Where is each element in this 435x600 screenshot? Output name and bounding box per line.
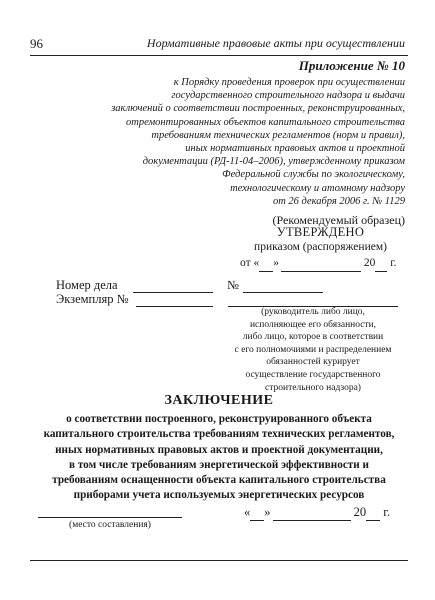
approval-year-field[interactable] xyxy=(375,255,387,272)
appendix-line: государственного строительного надзора и выдачи xyxy=(171,90,405,102)
appendix-line: иных нормативных правовых актов и проектной xyxy=(185,143,405,155)
case-number-label: Номер дела xyxy=(56,278,118,292)
conclusion-year-field[interactable] xyxy=(366,505,380,521)
signatory-note-line: исполняющее его обязанности, xyxy=(249,319,377,330)
conclusion-subtitle-line: капитального строительства требованиям технических регламентов, xyxy=(43,428,395,441)
signatory-note-line: осуществление государственного xyxy=(245,369,381,380)
conclusion-day-field[interactable] xyxy=(250,505,264,521)
appendix-line: документации (РД-11-04–2006), утвержденному приказом xyxy=(142,156,405,168)
conclusion-subtitle-line: приборами учета используемых энергетических ресурсов xyxy=(73,489,365,502)
place-of-compilation-caption: (место составления) xyxy=(69,520,151,530)
approval-year-prefix: 20 xyxy=(363,257,376,269)
signatory-note-line: с его полномочиями и распределением xyxy=(234,344,392,355)
copy-number-field[interactable] xyxy=(136,306,213,307)
approval-day-field[interactable] xyxy=(259,255,273,272)
page-number: 96 xyxy=(30,36,43,51)
conclusion-subtitle xyxy=(26,412,412,504)
approved-order-text: приказом (распоряжением) xyxy=(254,241,387,253)
approval-block xyxy=(238,225,403,272)
approval-month-field[interactable] xyxy=(281,255,361,272)
approved-title: УТВЕРЖДЕНО xyxy=(276,225,365,239)
recommended-sample-note: (Рекомендуемый образец) xyxy=(272,213,405,228)
appendix-line: требованиям технических регламентов (норм и правил), xyxy=(151,129,405,141)
appendix-block xyxy=(105,58,405,228)
conclusion-subtitle-line: в том числе требованиям энергетической эффективности и xyxy=(69,458,369,471)
conclusion-date-prefix: « xyxy=(244,505,251,519)
bottom-divider xyxy=(30,560,408,561)
running-title: Нормативные правовые акты при осуществлении xyxy=(146,36,405,50)
conclusion-year-suffix: г. xyxy=(383,505,391,519)
approval-year-suffix: г. xyxy=(390,257,397,269)
conclusion-title: ЗАКЛЮЧЕНИЕ xyxy=(164,393,274,408)
approval-date-mid: » xyxy=(273,257,279,269)
place-of-compilation-field[interactable] xyxy=(38,517,182,518)
conclusion-month-field[interactable] xyxy=(273,505,351,521)
appendix-title: Приложение № 10 xyxy=(298,58,405,73)
appendix-line: Федеральной службы по экологическому, xyxy=(222,169,405,181)
conclusion-date xyxy=(244,505,390,521)
appendix-line: от 26 декабря 2006 г. № 1129 xyxy=(272,195,405,207)
appendix-line: заключений о соответствии построенных, реконструированных, xyxy=(111,103,405,115)
conclusion-date-mid: » xyxy=(264,505,271,519)
signatory-note-line: (руководитель либо лицо, xyxy=(261,307,365,317)
conclusion-subtitle-line: о соответствии построенного, реконструированного объекта xyxy=(66,413,372,425)
appendix-line: технологическому и атомному надзору xyxy=(230,182,405,194)
conclusion-subtitle-line: требованиям оснащенности объекта капитального строительства xyxy=(52,474,386,487)
copy-number-label: Экземпляр № xyxy=(56,292,129,306)
conclusion-year-prefix: 20 xyxy=(353,505,367,519)
signatory-note-line: обязанностей курирует xyxy=(266,357,360,368)
document-number-field[interactable] xyxy=(243,292,323,293)
case-number-field[interactable] xyxy=(133,292,213,293)
signatory-note-line: строительного надзора) xyxy=(265,382,361,393)
signatory-note xyxy=(226,306,400,394)
header-divider xyxy=(30,55,408,56)
signatory-note-line: либо лицо, которое в соответствии xyxy=(242,332,384,343)
approval-date xyxy=(238,255,403,272)
document-number-sign: № xyxy=(227,278,239,292)
conclusion-subtitle-line: иных нормативных правовых актов и проектной документации, xyxy=(55,443,383,456)
appendix-line: к Порядку проведения проверок при осуществлении xyxy=(173,77,405,88)
approval-date-prefix: от « xyxy=(240,257,260,269)
appendix-line: отремонтированных объектов капитального строительства xyxy=(125,116,405,128)
